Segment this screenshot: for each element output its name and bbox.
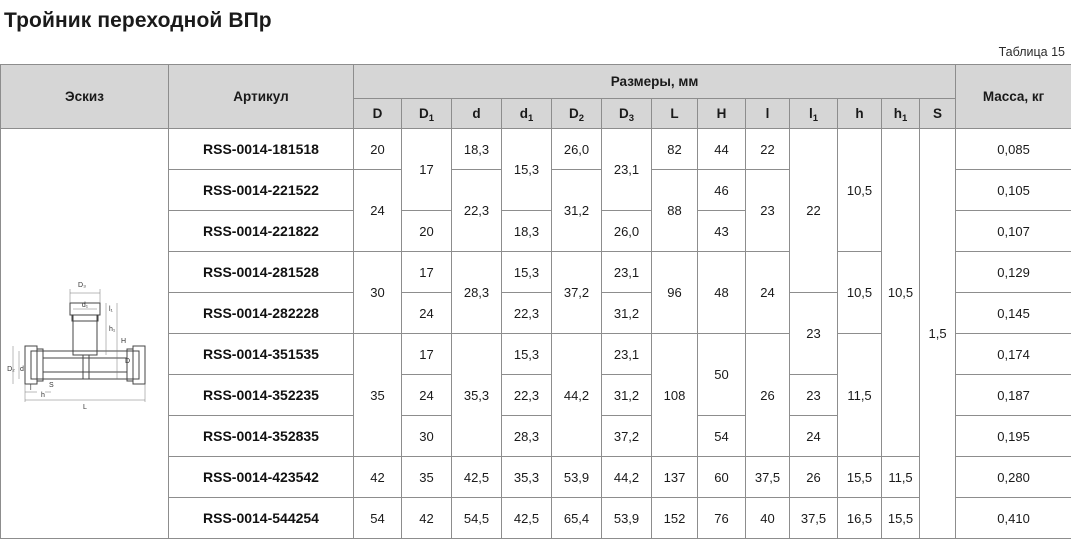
cell-L: 137 — [652, 457, 698, 498]
cell-D1: 24 — [402, 375, 452, 416]
cell-article: RSS-0014-281528 — [169, 252, 354, 293]
cell-D3: 23,1 — [602, 334, 652, 375]
cell-D3: 31,2 — [602, 375, 652, 416]
cell-L: 88 — [652, 170, 698, 252]
cell-l1: 22 — [790, 129, 838, 293]
cell-D: 24 — [354, 170, 402, 252]
cell-l: 23 — [746, 170, 790, 252]
header-sketch: Эскиз — [1, 65, 169, 129]
cell-l1: 37,5 — [790, 498, 838, 539]
cell-article: RSS-0014-544254 — [169, 498, 354, 539]
cell-H: 46 — [698, 170, 746, 211]
cell-l1: 23 — [790, 375, 838, 416]
cell-D1: 17 — [402, 252, 452, 293]
cell-mass: 0,145 — [956, 293, 1071, 334]
cell-S: 1,5 — [920, 129, 956, 539]
cell-H: 48 — [698, 252, 746, 334]
cell-mass: 0,187 — [956, 375, 1071, 416]
specification-table — [0, 64, 1071, 539]
dim-label-l1: l₁ — [108, 305, 113, 313]
header-sizes-group: Размеры, мм — [354, 65, 956, 99]
cell-H: 76 — [698, 498, 746, 539]
cell-D3: 37,2 — [602, 416, 652, 457]
cell-l: 37,5 — [746, 457, 790, 498]
cell-H: 60 — [698, 457, 746, 498]
tee-fitting-svg — [5, 259, 165, 409]
table-body — [1, 129, 1071, 539]
header-col-D: D — [354, 99, 402, 129]
cell-D1: 20 — [402, 211, 452, 252]
cell-article: RSS-0014-352835 — [169, 416, 354, 457]
cell-h: 10,5 — [838, 252, 882, 334]
cell-D: 20 — [354, 129, 402, 170]
dim-label-D2: D₂ — [6, 365, 15, 373]
header-col-l: l — [746, 99, 790, 129]
cell-L: 152 — [652, 498, 698, 539]
cell-l1: 23 — [790, 293, 838, 375]
cell-d1: 28,3 — [502, 416, 552, 457]
cell-d1: 42,5 — [502, 498, 552, 539]
cell-H: 54 — [698, 416, 746, 457]
cell-H: 50 — [698, 334, 746, 416]
cell-D: 54 — [354, 498, 402, 539]
cell-D3: 26,0 — [602, 211, 652, 252]
cell-D2: 65,4 — [552, 498, 602, 539]
cell-D2: 53,9 — [552, 457, 602, 498]
cell-d1: 35,3 — [502, 457, 552, 498]
cell-l: 40 — [746, 498, 790, 539]
tee-fitting-drawing — [1, 259, 168, 409]
cell-d1: 22,3 — [502, 375, 552, 416]
cell-D1: 42 — [402, 498, 452, 539]
cell-D2: 44,2 — [552, 334, 602, 457]
cell-D: 30 — [354, 252, 402, 334]
cell-D1: 24 — [402, 293, 452, 334]
header-col-d1: $d_1$ — [502, 99, 552, 129]
cell-D3: 44,2 — [602, 457, 652, 498]
cell-d: 22,3 — [452, 170, 502, 252]
cell-mass: 0,280 — [956, 457, 1071, 498]
cell-L: 108 — [652, 334, 698, 457]
header-col-D2: $D_2$ — [552, 99, 602, 129]
header-mass: Масса, кг — [956, 65, 1071, 129]
cell-D2: 31,2 — [552, 170, 602, 252]
cell-L: 82 — [652, 129, 698, 170]
header-col-d: d — [452, 99, 502, 129]
cell-article: RSS-0014-221522 — [169, 170, 354, 211]
cell-article: RSS-0014-352235 — [169, 375, 354, 416]
cell-mass: 0,174 — [956, 334, 1071, 375]
table-header — [1, 65, 1071, 129]
cell-d1: 22,3 — [502, 293, 552, 334]
dim-label-H: H — [120, 337, 126, 345]
cell-D3: 53,9 — [602, 498, 652, 539]
cell-article: RSS-0014-351535 — [169, 334, 354, 375]
header-col-h: h — [838, 99, 882, 129]
cell-mass: 0,085 — [956, 129, 1071, 170]
cell-D3: 31,2 — [602, 293, 652, 334]
cell-l1: 26 — [790, 457, 838, 498]
dim-label-D3: D₃ — [77, 281, 86, 289]
cell-l: 24 — [746, 252, 790, 334]
dim-label-d1: d₁ — [81, 301, 88, 309]
cell-D3: 23,1 — [602, 129, 652, 211]
header-col-S: S — [920, 99, 956, 129]
cell-D: 35 — [354, 334, 402, 457]
dim-label-L: L — [82, 403, 87, 409]
cell-d: 54,5 — [452, 498, 502, 539]
cell-l: 22 — [746, 129, 790, 170]
cell-L: 96 — [652, 252, 698, 334]
cell-h: 15,5 — [838, 457, 882, 498]
cell-D1: 17 — [402, 334, 452, 375]
cell-D1: 35 — [402, 457, 452, 498]
cell-d1: 18,3 — [502, 211, 552, 252]
cell-article: RSS-0014-181518 — [169, 129, 354, 170]
cell-h1: 11,5 — [882, 457, 920, 498]
cell-mass: 0,129 — [956, 252, 1071, 293]
cell-h: 10,5 — [838, 129, 882, 252]
table-caption: Таблица 15 — [998, 45, 1065, 60]
table-row — [1, 129, 1071, 170]
header-col-h1: $h_1$ — [882, 99, 920, 129]
cell-d1: 15,3 — [502, 334, 552, 375]
cell-article: RSS-0014-282228 — [169, 293, 354, 334]
header-col-H: H — [698, 99, 746, 129]
header-col-D3: $D_3$ — [602, 99, 652, 129]
cell-D: 42 — [354, 457, 402, 498]
cell-h1: 10,5 — [882, 129, 920, 457]
cell-h: 11,5 — [838, 334, 882, 457]
dim-label-D: D — [124, 357, 130, 365]
cell-d: 35,3 — [452, 334, 502, 457]
cell-d1: 15,3 — [502, 252, 552, 293]
header-article: Артикул — [169, 65, 354, 129]
cell-H: 43 — [698, 211, 746, 252]
header-col-D1: $D_1$ — [402, 99, 452, 129]
cell-d: 28,3 — [452, 252, 502, 334]
cell-mass: 0,410 — [956, 498, 1071, 539]
dim-label-h: h — [40, 391, 45, 399]
cell-D1: 30 — [402, 416, 452, 457]
cell-d1: 15,3 — [502, 129, 552, 211]
header-col-L: L — [652, 99, 698, 129]
cell-mass: 0,107 — [956, 211, 1071, 252]
dim-label-h1: h₁ — [108, 325, 115, 333]
cell-article: RSS-0014-221822 — [169, 211, 354, 252]
cell-mass: 0,105 — [956, 170, 1071, 211]
cell-h: 16,5 — [838, 498, 882, 539]
dim-label-l: l — [29, 384, 32, 392]
cell-article: RSS-0014-423542 — [169, 457, 354, 498]
cell-d: 18,3 — [452, 129, 502, 170]
cell-D2: 26,0 — [552, 129, 602, 170]
cell-l1: 24 — [790, 416, 838, 457]
cell-l: 26 — [746, 334, 790, 457]
sketch-cell — [1, 129, 169, 539]
header-col-l1: $l_1$ — [790, 99, 838, 129]
cell-D1: 17 — [402, 129, 452, 211]
cell-h1: 15,5 — [882, 498, 920, 539]
cell-D2: 37,2 — [552, 252, 602, 334]
dim-label-d: d — [19, 365, 24, 373]
cell-mass: 0,195 — [956, 416, 1071, 457]
cell-H: 44 — [698, 129, 746, 170]
dim-label-S: S — [48, 381, 54, 389]
page-title: Тройник переходной ВПр — [4, 9, 272, 32]
cell-D3: 23,1 — [602, 252, 652, 293]
cell-d: 42,5 — [452, 457, 502, 498]
